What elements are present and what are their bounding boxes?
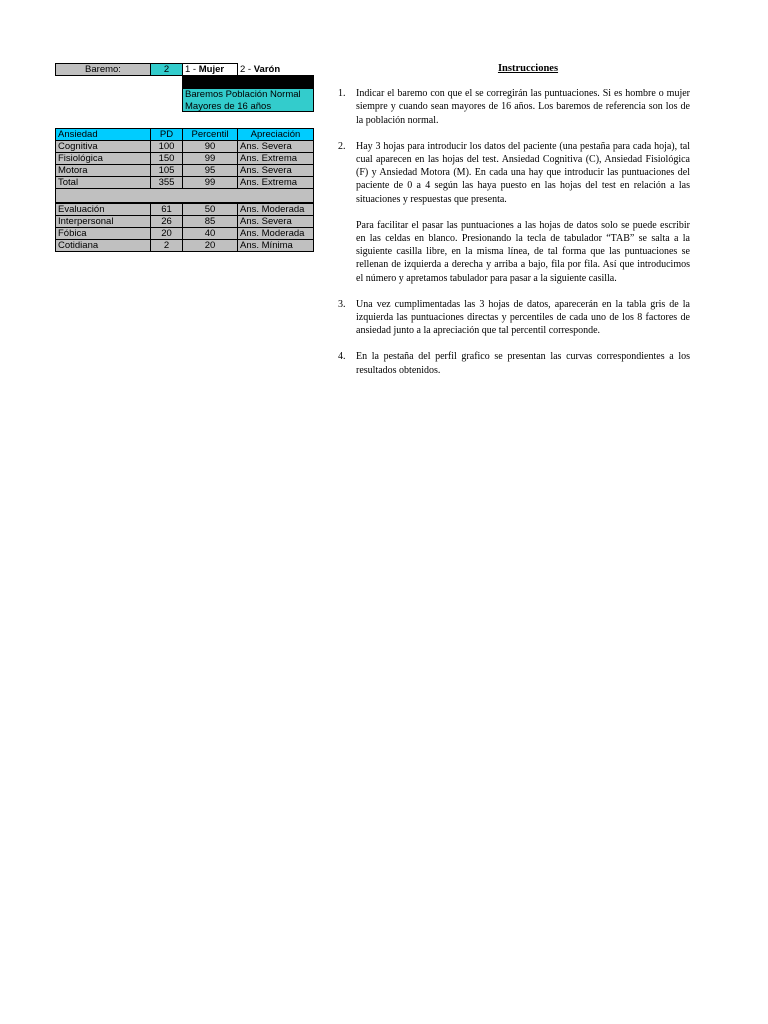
percentile-value: 40 <box>182 227 238 240</box>
factor-name: Cotidiana <box>55 239 151 252</box>
appraisal-value: Ans. Severa <box>237 164 314 177</box>
instruction-text: Indicar el baremo con que el se corregirán las puntuaciones. Si es hombre o mujer siempre y cuando sean mayores de 16 años. Los baremos de referencia son los de la población normal. <box>356 88 690 126</box>
option1-prefix: 1 - <box>185 64 199 75</box>
factor-name: Interpersonal <box>55 215 151 228</box>
appraisal-value: Ans. Extrema <box>237 152 314 165</box>
norm-description <box>182 88 314 112</box>
instruction-text: Una vez cumplimentadas las 3 hojas de datos, aparecerán en la tabla gris de la izquierda las puntuaciones directas y percentiles de cada uno de los 8 factores de ansiedad junto a la apreciación que tal percentil corresponde. <box>356 298 690 337</box>
percentile-value: 50 <box>182 203 238 216</box>
appraisal-value: Ans. Severa <box>237 140 314 153</box>
norm-header-bar <box>182 75 314 89</box>
appraisal-value: Ans. Severa <box>237 215 314 228</box>
header-pd: PD <box>150 128 183 141</box>
factor-name: Fisiológica <box>55 152 151 165</box>
appraisal-value: Ans. Moderada <box>237 227 314 240</box>
instruction-text: Hay 3 hojas para introducir los datos del paciente (una pestaña para cada hoja), tal cual aparecen en las hojas del test. Ansiedad Cognitiva (C), Ansiedad Fisiológica (F) y Ansiedad Motora (M). En cada una hay que introducir las puntuaciones del paciente de 0 a 4 según las haya puesto en las hojas del test en relación a las situaciones y respuestas que presenta. <box>356 140 690 205</box>
factor-name: Fóbica <box>55 227 151 240</box>
percentile-value: 90 <box>182 140 238 153</box>
norm-line2: Mayores de 16 años <box>185 101 272 112</box>
pd-value: 100 <box>150 140 183 153</box>
instruction-number: 3. <box>338 298 346 310</box>
instruction-item <box>338 350 690 376</box>
factor-name: Evaluación <box>55 203 151 216</box>
percentile-value: 20 <box>182 239 238 252</box>
option2-prefix: 2 - <box>240 64 254 75</box>
instruction-number: 1. <box>338 88 346 100</box>
table-separator <box>55 188 314 203</box>
factor-name: Total <box>55 176 151 189</box>
pd-value: 61 <box>150 203 183 216</box>
option1-label: Mujer <box>198 64 225 75</box>
instruction-number: 2. <box>338 140 346 152</box>
percentile-value: 85 <box>182 215 238 228</box>
instruction-item <box>338 140 690 206</box>
percentile-value: 99 <box>182 152 238 165</box>
table-row <box>56 240 314 252</box>
pd-value: 105 <box>150 164 183 177</box>
header-percentil: Percentil <box>182 128 238 141</box>
pd-value: 150 <box>150 152 183 165</box>
appraisal-value: Ans. Mínima <box>237 239 314 252</box>
pd-value: 2 <box>150 239 183 252</box>
percentile-value: 95 <box>182 164 238 177</box>
pd-value: 26 <box>150 215 183 228</box>
factor-name: Cognitiva <box>55 140 151 153</box>
header-ansiedad: Ansiedad <box>55 128 151 141</box>
header-apreciacion: Apreciación <box>237 128 314 141</box>
instruction-text: En la pestaña del perfil grafico se presentan las curvas correspondientes a los resultados obtenidos. <box>356 351 690 376</box>
instructions-title: Instrucciones <box>497 63 559 74</box>
score-sheet <box>56 64 314 252</box>
baremo-value-cell[interactable]: 2 <box>150 63 183 76</box>
baremo-label: Baremo: <box>55 63 151 76</box>
factor-name: Motora <box>55 164 151 177</box>
percentile-value: 99 <box>182 176 238 189</box>
norm-line1: Baremos Población Normal <box>185 89 301 100</box>
appraisal-value: Ans. Moderada <box>237 203 314 216</box>
appraisal-value: Ans. Extrema <box>237 176 314 189</box>
instruction-item <box>338 298 690 338</box>
option2-label: Varón <box>253 64 281 75</box>
instruction-paragraph: Para facilitar el pasar las puntuaciones a las hojas de datos solo se puede escribir en las celdas en blanco. Presionando la tecla de tabulador “TAB” se salta a la siguiente casilla libre, en la misma línea, de tal forma que las puntuaciones se rellenan de izquierda a derecha y arriba a bajo, fila por fila. Así que introducimos el número y apretamos tabulador para pasar a la siguiente casilla. <box>356 219 690 284</box>
pd-value: 355 <box>150 176 183 189</box>
instruction-item <box>338 87 690 127</box>
instructions-panel <box>338 62 690 390</box>
instruction-number: 4. <box>338 351 346 363</box>
pd-value: 20 <box>150 227 183 240</box>
